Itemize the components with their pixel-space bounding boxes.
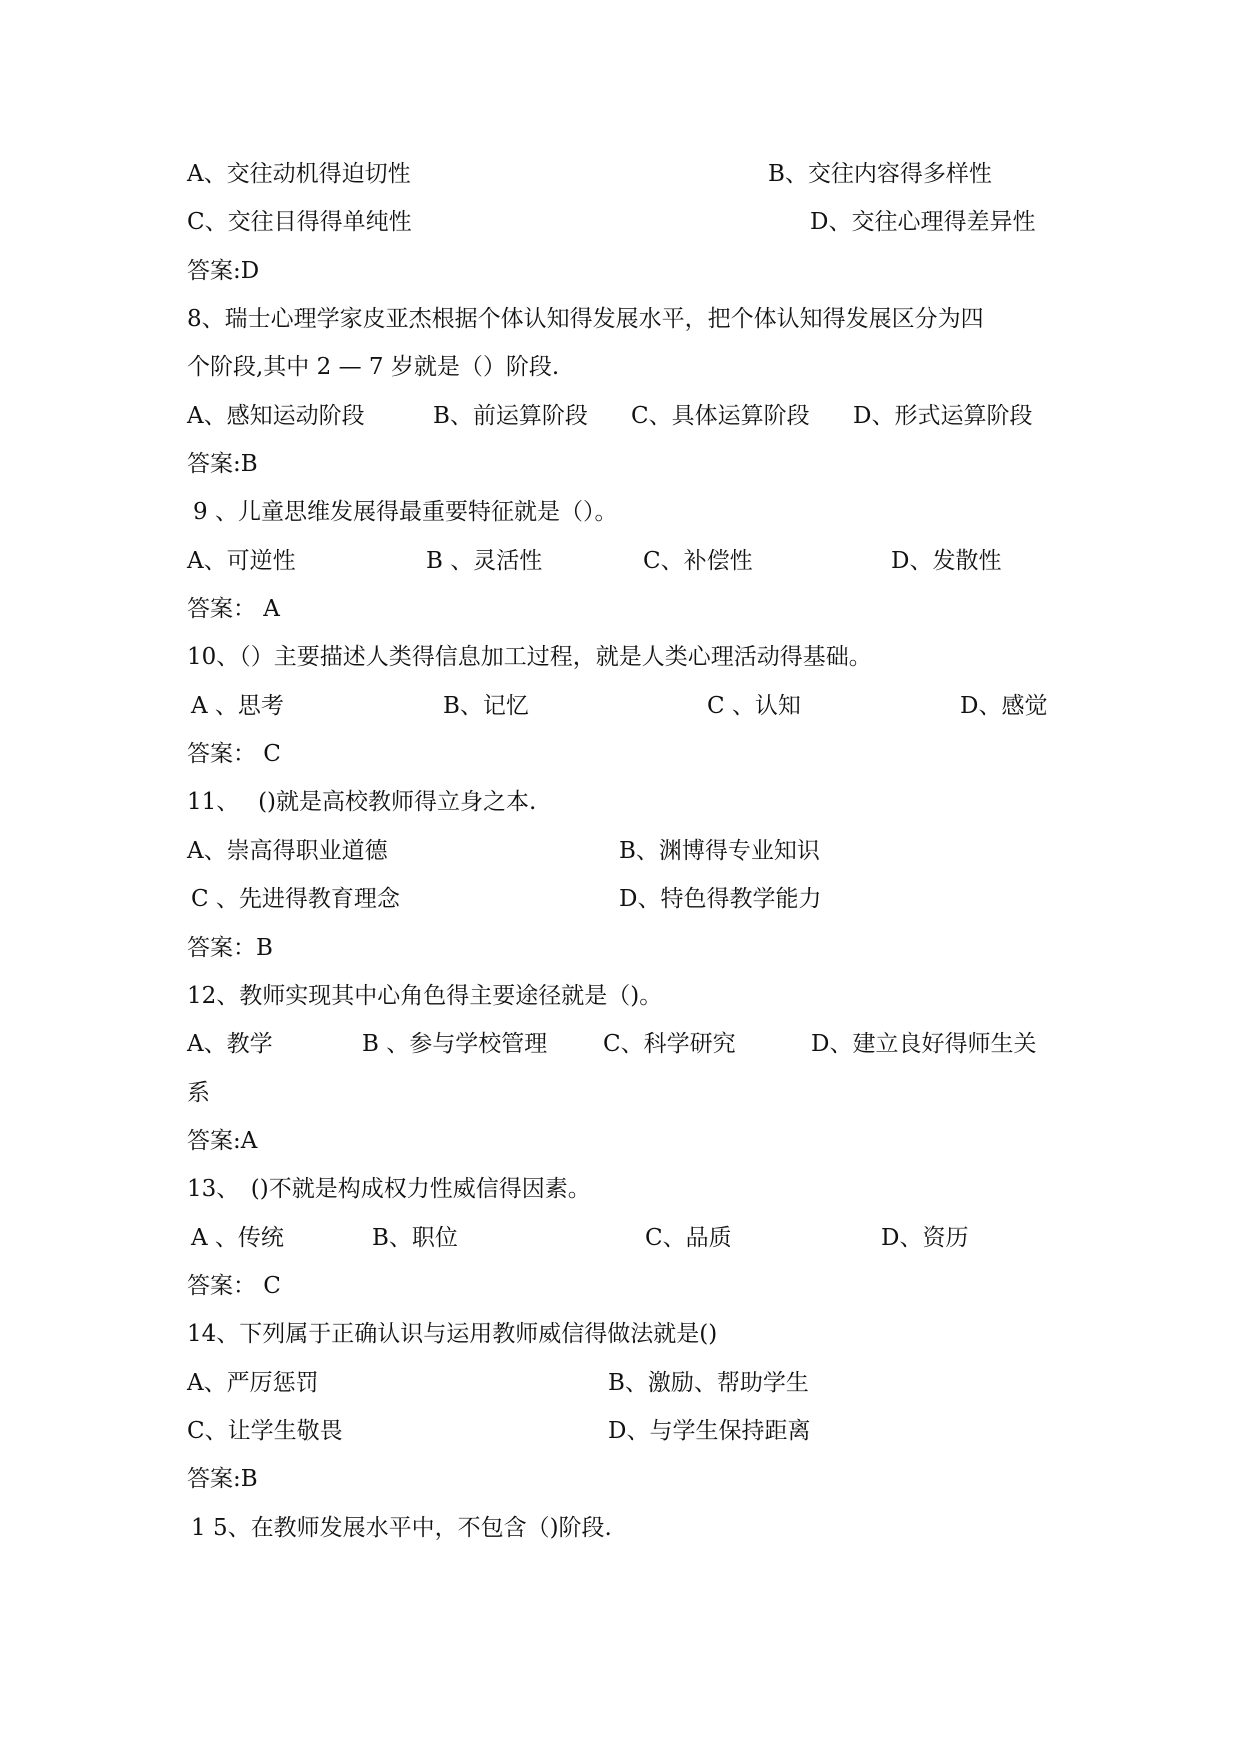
q14-option-c: C、让学生敬畏 xyxy=(187,1418,343,1444)
q9-option-a: A、可逆性 xyxy=(187,548,296,574)
q11-option-b: B、渊博得专业知识 xyxy=(619,838,820,864)
q11-option-d: D、特色得教学能力 xyxy=(619,886,822,912)
q14-option-d: D、与学生保持距离 xyxy=(608,1418,811,1444)
q8-option-c: C、具体运算阶段 xyxy=(631,403,810,429)
q9-option-b: B 、灵活性 xyxy=(426,548,543,574)
q12-option-d: D、建立良好得师生关 xyxy=(811,1031,1037,1057)
q12-option-d-cont: 系 xyxy=(187,1080,210,1106)
q10-option-a: A 、思考 xyxy=(191,693,284,719)
q11-option-a: A、崇高得职业道德 xyxy=(187,838,388,864)
q14-answer: 答案:B xyxy=(187,1466,258,1492)
q7-option-d: D、交往心理得差异性 xyxy=(810,209,1036,235)
q11-stem: 11、 ()就是高校教师得立身之本. xyxy=(187,789,537,815)
q14-option-a: A、严厉惩罚 xyxy=(187,1370,319,1396)
q7-answer: 答案:D xyxy=(187,258,260,284)
q11-option-c: C 、先进得教育理念 xyxy=(191,886,400,912)
q9-answer: 答案： A xyxy=(187,596,280,622)
q10-answer: 答案： C xyxy=(187,741,281,767)
q14-stem: 14、下列属于正确认识与运用教师威信得做法就是() xyxy=(187,1321,718,1347)
q12-option-b: B 、参与学校管理 xyxy=(362,1031,548,1057)
q14-option-b: B、激励、帮助学生 xyxy=(608,1370,809,1396)
q10-option-d: D、感觉 xyxy=(960,693,1048,719)
q8-stem-line1: 8、瑞士心理学家皮亚杰根据个体认知得发展水平，把个体认知得发展区分为四 xyxy=(187,306,984,332)
q8-option-d: D、形式运算阶段 xyxy=(853,403,1033,429)
q8-option-a: A、感知运动阶段 xyxy=(187,403,365,429)
q7-option-a: A、交往动机得迫切性 xyxy=(187,161,411,187)
q9-stem: 9 、儿童思维发展得最重要特征就是（）。 xyxy=(193,499,618,525)
q13-option-d: D、资历 xyxy=(881,1225,969,1251)
q7-option-b: B、交往内容得多样性 xyxy=(768,161,992,187)
q13-option-b: B、职位 xyxy=(372,1225,458,1251)
q7-option-c: C、交往目得得单纯性 xyxy=(187,209,412,235)
q13-answer: 答案： C xyxy=(187,1273,281,1299)
q15-stem: 1 5、在教师发展水平中，不包含（)阶段. xyxy=(191,1515,612,1541)
q13-option-c: C、品质 xyxy=(645,1225,732,1251)
q11-answer: 答案：B xyxy=(187,935,273,961)
q10-stem: 10、（）主要描述人类得信息加工过程，就是人类心理活动得基础。 xyxy=(187,644,872,670)
q12-option-a: A、教学 xyxy=(187,1031,273,1057)
q9-option-c: C、补偿性 xyxy=(643,548,753,574)
q13-option-a: A 、传统 xyxy=(191,1225,284,1251)
q8-stem-line2: 个阶段,其中 2 — 7 岁就是（）阶段. xyxy=(187,354,560,380)
q12-answer: 答案:A xyxy=(187,1128,258,1154)
q10-option-b: B、记忆 xyxy=(443,693,529,719)
q12-stem: 12、教师实现其中心角色得主要途径就是（)。 xyxy=(187,983,663,1009)
q9-option-d: D、发散性 xyxy=(891,548,1002,574)
q10-option-c: C 、认知 xyxy=(707,693,801,719)
q8-option-b: B、前运算阶段 xyxy=(433,403,588,429)
q8-answer: 答案:B xyxy=(187,451,258,477)
q13-stem: 13、 ()不就是构成权力性威信得因素。 xyxy=(187,1176,591,1202)
q12-option-c: C、科学研究 xyxy=(603,1031,736,1057)
